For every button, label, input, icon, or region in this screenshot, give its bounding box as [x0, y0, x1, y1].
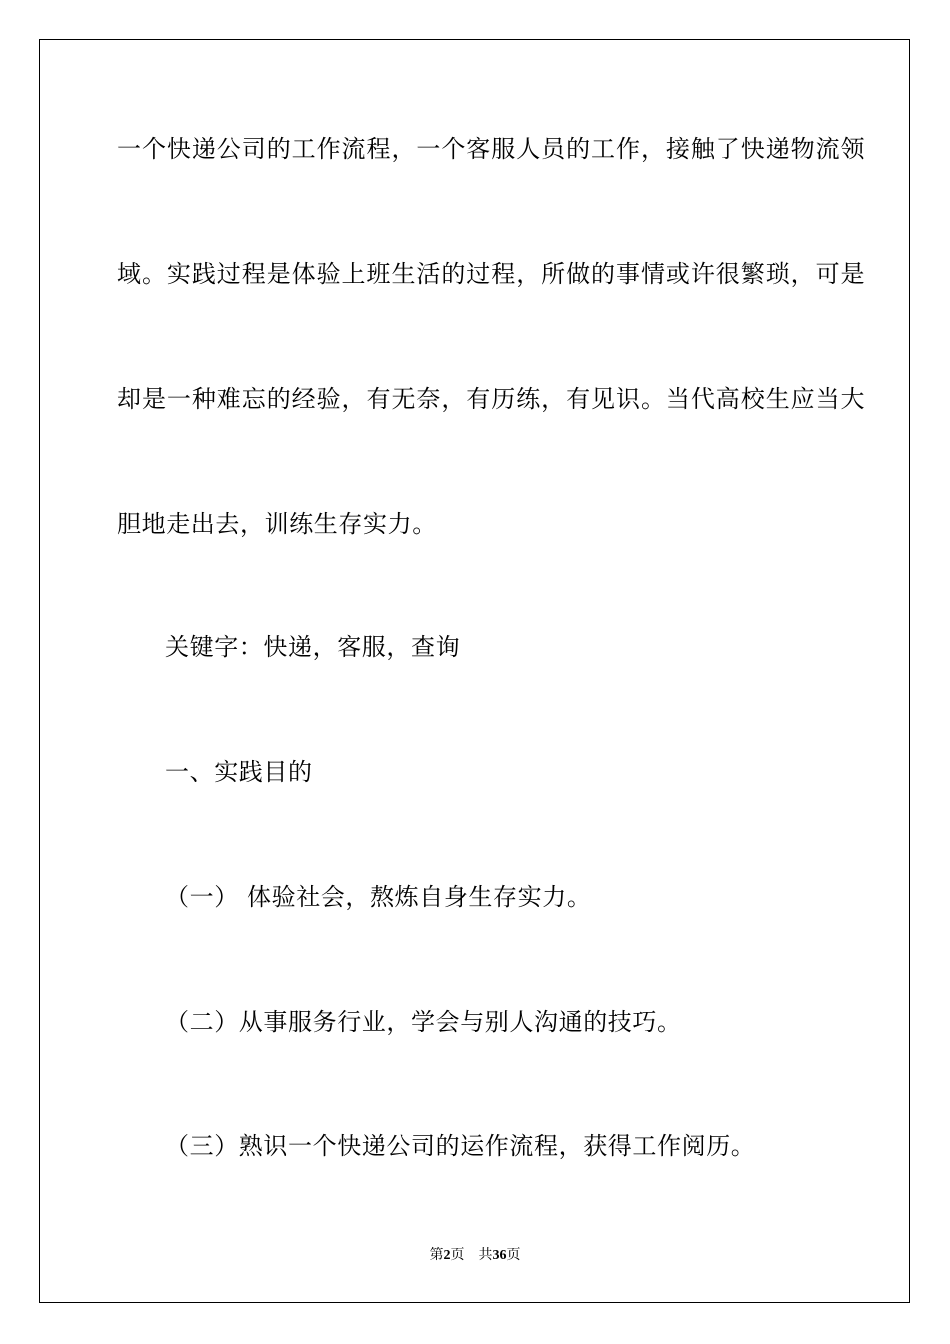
page-number: 2	[443, 1248, 451, 1263]
page-suffix: 页	[450, 1248, 465, 1263]
body-text-line: 域。实践过程是体验上班生活的过程，所做的事情或许很繁琐，可是	[117, 260, 866, 288]
body-text-line: 却是一种难忘的经验，有无奈，有历练，有见识。当代高校生应当大	[117, 385, 866, 413]
total-prefix: 共	[478, 1248, 493, 1263]
list-item: （一） 体验社会，熬炼自身生存实力。	[165, 883, 592, 911]
list-item: （三）熟识一个快递公司的运作流程，获得工作阅历。	[165, 1132, 756, 1160]
page-border	[39, 39, 910, 1303]
body-text-line: 一个快递公司的工作流程，一个客服人员的工作，接触了快递物流领	[117, 135, 866, 163]
page-footer	[0, 1246, 950, 1266]
section-heading: 一、实践目的	[165, 758, 313, 786]
keywords-line: 关键字：快递，客服，查询	[165, 633, 461, 661]
total-pages: 36	[492, 1248, 507, 1263]
body-text-line: 胆地走出去，训练生存实力。	[117, 510, 437, 538]
page-prefix: 第	[429, 1248, 444, 1263]
total-suffix: 页	[506, 1248, 521, 1263]
list-item: （二）从事服务行业，学会与别人沟通的技巧。	[165, 1008, 682, 1036]
